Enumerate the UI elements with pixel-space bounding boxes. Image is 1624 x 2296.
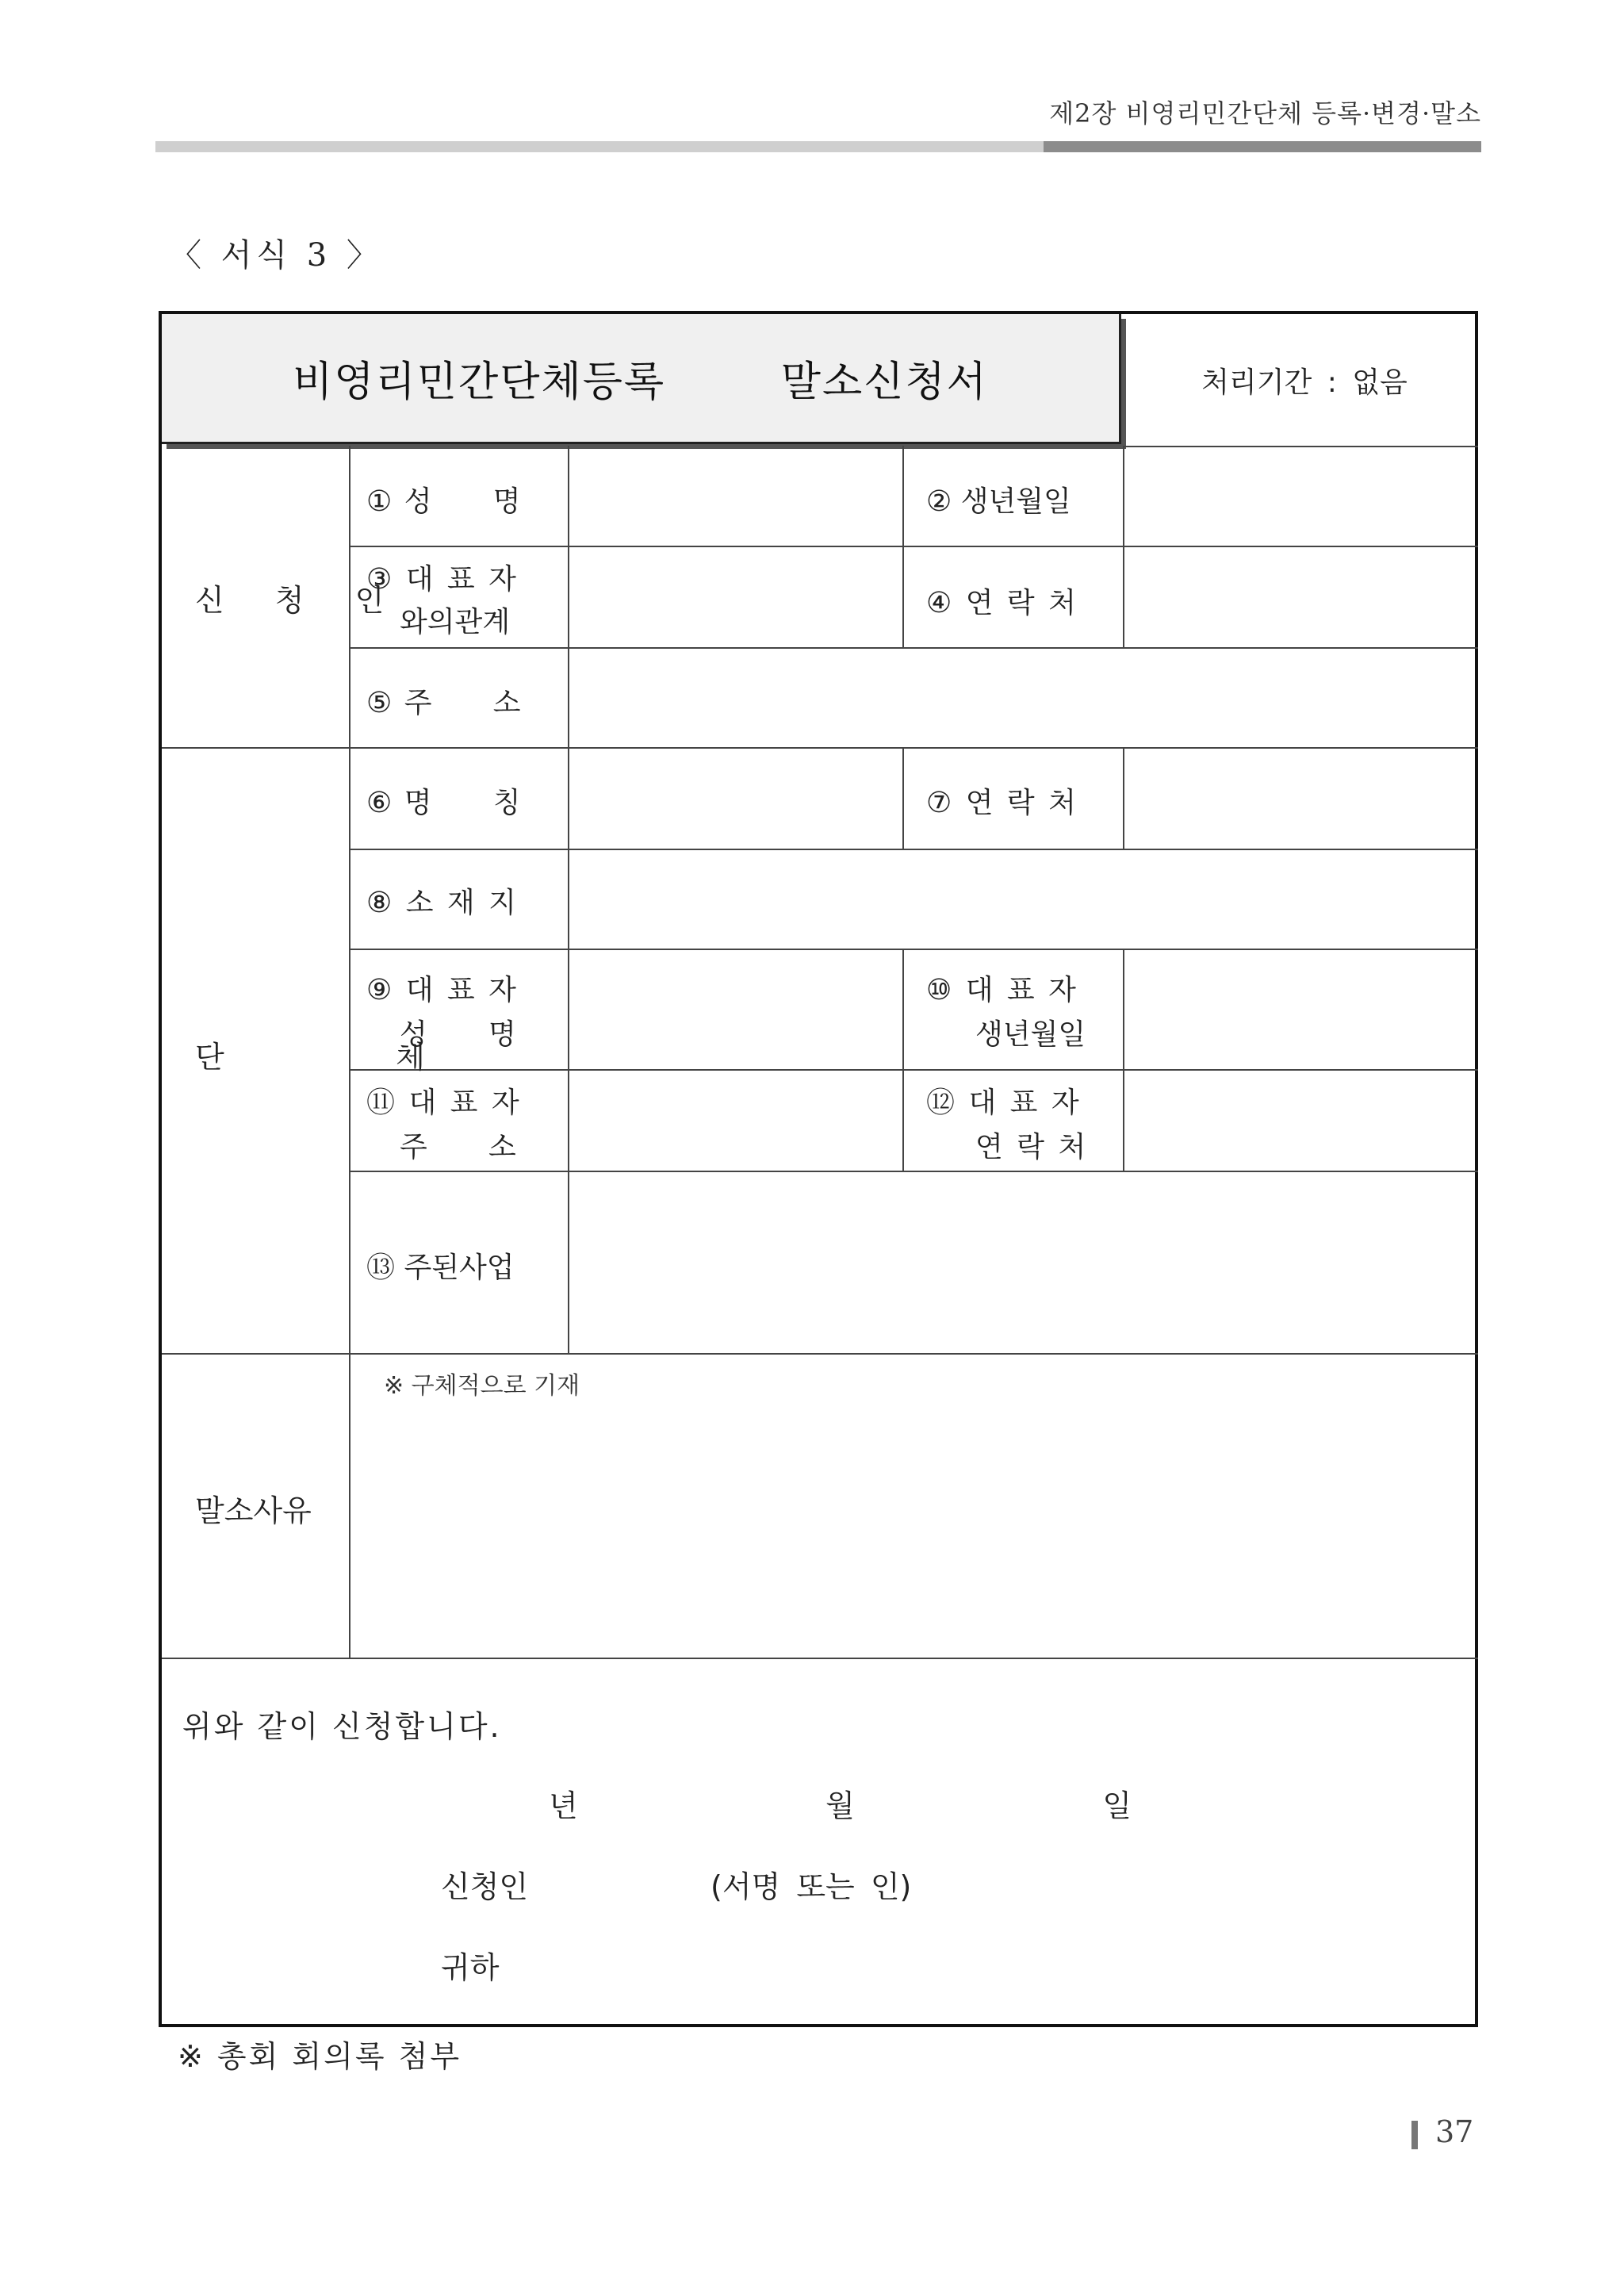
label-birthdate: ② 생년월일 (926, 485, 1071, 518)
label-rep-address-line1: ⑪ 대 표 자 (366, 1087, 519, 1119)
declaration-signature: (서명 또는 인) (710, 1869, 912, 1904)
col-divider (902, 949, 904, 1171)
label-relation-line2: 와의관계 (400, 606, 511, 638)
section-organization: 단 체 (195, 1040, 446, 1075)
application-form (159, 311, 1478, 2027)
label-main-business: ⑬ 주된사업 (366, 1251, 515, 1284)
chapter-header: 제2장 비영리민간단체 등록·변경·말소 (1049, 98, 1481, 128)
col-divider (1123, 446, 1124, 647)
label-org-location: ⑧ 소 재 지 (366, 887, 516, 919)
header-rule-dark (1044, 141, 1481, 152)
col-divider (902, 747, 904, 849)
col-divider (1123, 949, 1124, 1171)
col-divider (1123, 747, 1124, 849)
label-name: ① 성 명 (366, 485, 521, 518)
form-label: 〈 서식 3 〉 (170, 237, 383, 274)
label-rep-name-line2: 성 명 (400, 1018, 516, 1051)
col-divider (902, 446, 904, 647)
row-divider (349, 1069, 1478, 1071)
form-title: 비영리민간단체등록 말소신청서 (293, 358, 988, 406)
label-rep-contact-line1: ⑫ 대 표 자 (926, 1087, 1079, 1119)
label-rep-contact-line2: 연 락 처 (975, 1131, 1086, 1163)
label-rep-address-line2: 주 소 (400, 1131, 516, 1163)
reason-note: ※ 구체적으로 기재 (384, 1372, 580, 1400)
label-rep-birth-line2: 생년월일 (975, 1018, 1086, 1051)
page-number-marker (1411, 2121, 1418, 2149)
processing-period: 처리기간 : 없음 (1201, 366, 1408, 399)
label-org-name: ⑥ 명 칭 (366, 787, 521, 819)
label-relation-line1: ③ 대 표 자 (366, 563, 516, 596)
section-applicant: 신 청 인 (195, 583, 405, 618)
page-number: 37 (1435, 2114, 1474, 2149)
label-applicant-contact: ④ 연 락 처 (926, 587, 1076, 619)
row-divider (162, 747, 1478, 749)
declaration-applicant-label: 신청인 (441, 1869, 529, 1904)
row-divider (349, 647, 1478, 649)
declaration-statement: 위와 같이 신청합니다. (182, 1709, 502, 1744)
row-divider (162, 1353, 1478, 1355)
label-rep-name-line1: ⑨ 대 표 자 (366, 974, 516, 1006)
title-box (162, 314, 1121, 444)
row-divider (349, 1171, 1478, 1172)
section-reason: 말소사유 (195, 1493, 312, 1528)
footer-note: ※ 총회 회의록 첨부 (178, 2039, 462, 2074)
row-divider (1124, 446, 1478, 447)
row-divider (349, 949, 1478, 950)
row-divider (349, 849, 1478, 850)
row-divider (162, 1658, 1478, 1659)
label-org-contact: ⑦ 연 락 처 (926, 787, 1076, 819)
row-divider (349, 546, 1478, 547)
label-address: ⑤ 주 소 (366, 687, 521, 719)
declaration-date: 년 월 일 (549, 1788, 1132, 1823)
label-rep-birth-line1: ⑩ 대 표 자 (926, 974, 1076, 1006)
header-rule-light (155, 141, 1044, 152)
declaration-addressee: 귀하 (441, 1950, 500, 1985)
col-divider (568, 446, 569, 1353)
